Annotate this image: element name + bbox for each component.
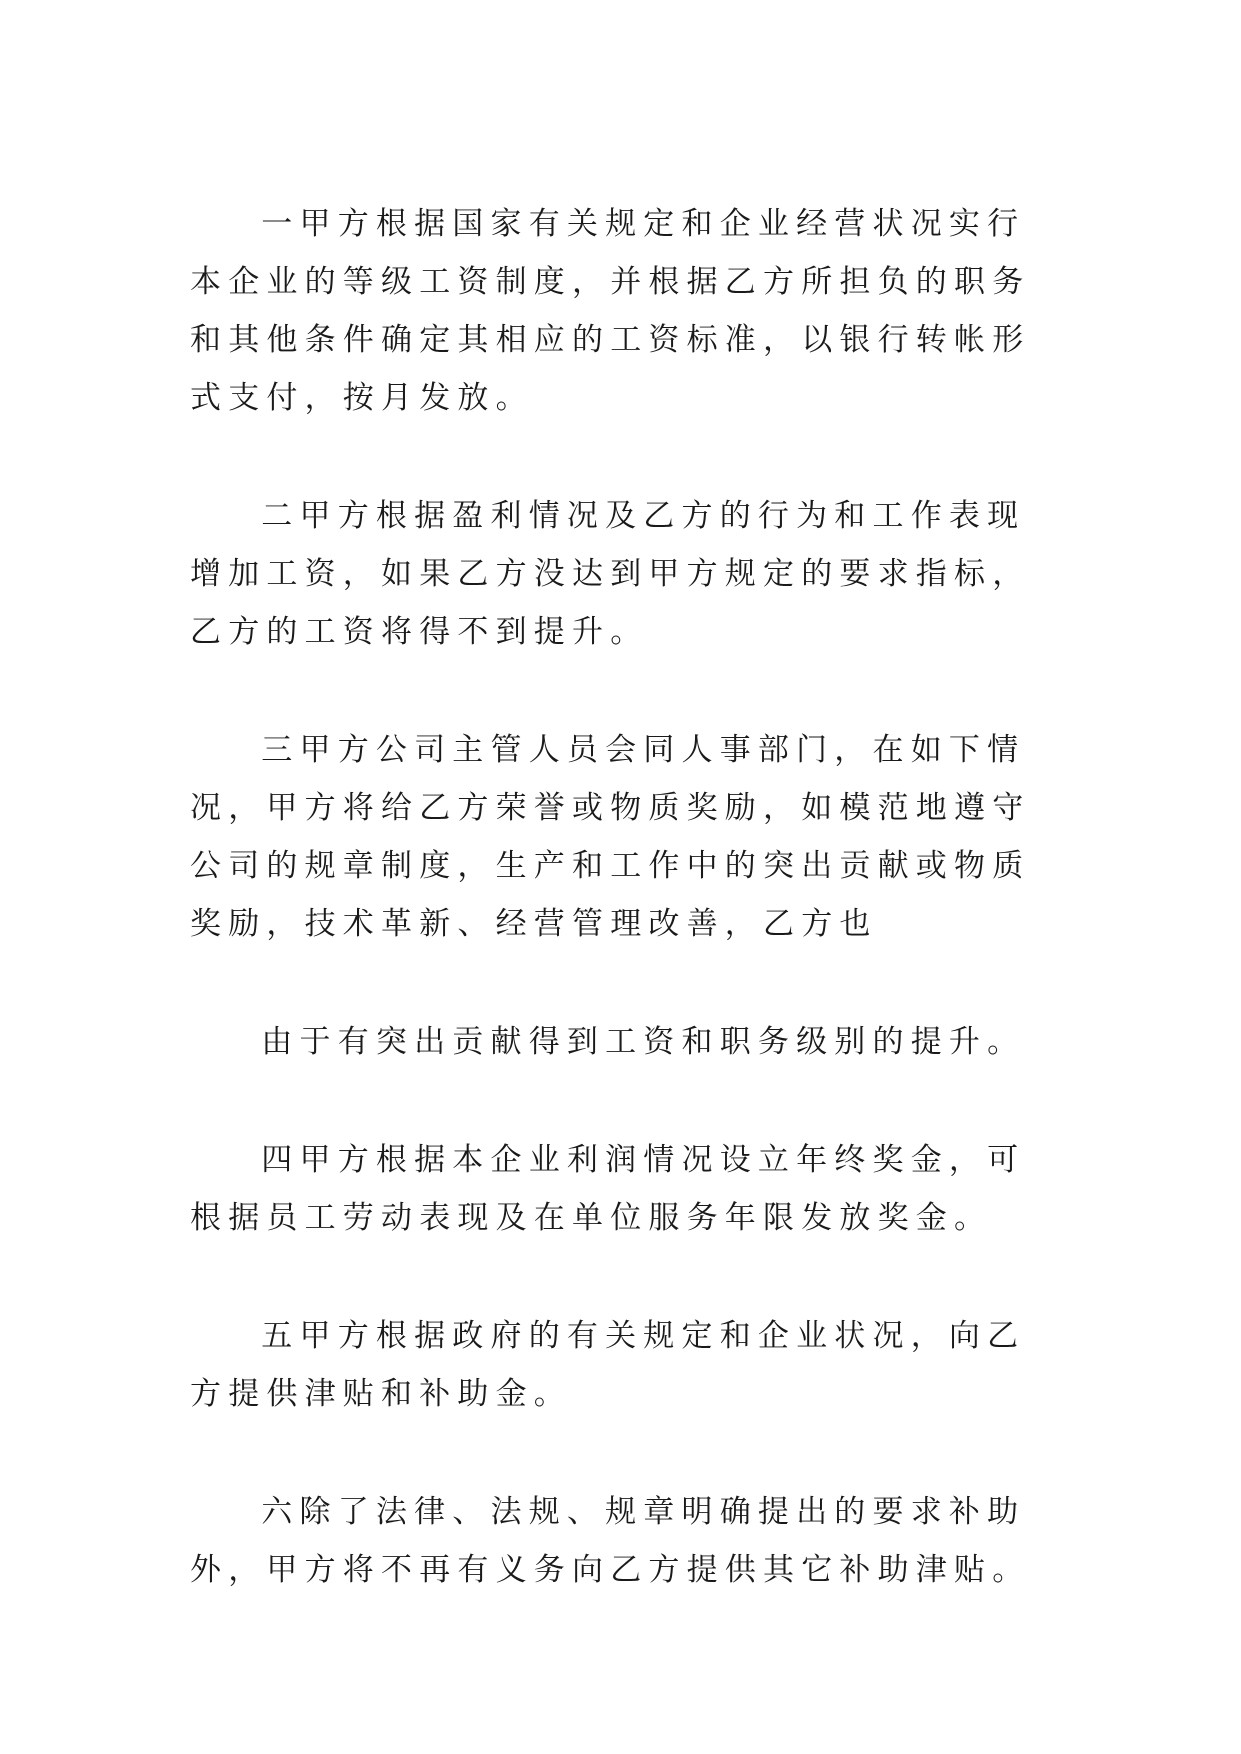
paragraph-2: 二甲方根据盈利情况及乙方的行为和工作表现增加工资，如果乙方没达到甲方规定的要求指标，乙方的工资将得不到提升。 <box>190 498 1031 650</box>
paragraph-7: 六除了法律、法规、规章明确提出的要求补助外，甲方将不再有义务向乙方提供其它补助津贴。 <box>190 1494 1031 1588</box>
paragraph-1: 一甲方根据国家有关规定和企业经营状况实行本企业的等级工资制度，并根据乙方所担负的职务和其他条件确定其相应的工资标准，以银行转帐形式支付，按月发放。 <box>190 206 1031 416</box>
paragraph-4: 由于有突出贡献得到工资和职务级别的提升。 <box>261 1024 1026 1060</box>
document-body <box>190 195 1050 1599</box>
paragraph-3: 三甲方公司主管人员会同人事部门，在如下情况，甲方将给乙方荣誉或物质奖励，如模范地遵守公司的规章制度，生产和工作中的突出贡献或物质奖励，技术革新、经营管理改善，乙方也 <box>190 732 1031 942</box>
paragraph-6: 五甲方根据政府的有关规定和企业状况，向乙方提供津贴和补助金。 <box>190 1318 1026 1412</box>
paragraph-5: 四甲方根据本企业利润情况设立年终奖金，可根据员工劳动表现及在单位服务年限发放奖金。 <box>190 1142 1026 1236</box>
